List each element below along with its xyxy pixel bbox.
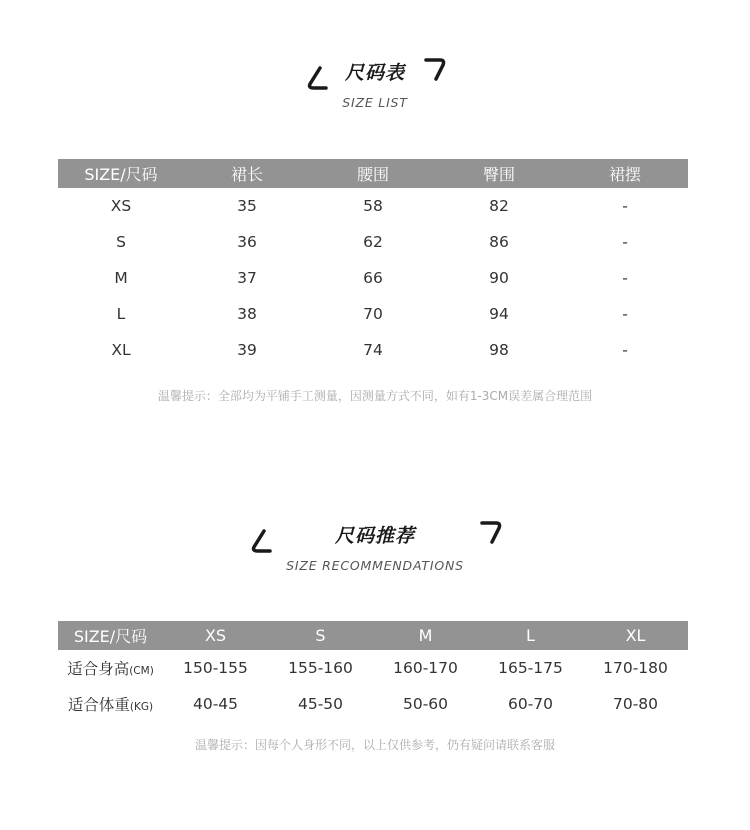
right-bracket-decoration: [424, 56, 448, 82]
header-hem: 裙摆: [608, 165, 641, 184]
header-l: L: [526, 626, 535, 645]
header-xs: XS: [204, 626, 227, 645]
header-waist: 腰围: [356, 165, 389, 184]
table-row: [58, 650, 688, 686]
cell-hem: -: [622, 341, 628, 359]
cell-skirt-length: 35: [237, 197, 257, 215]
cell-weight-xl: 70-80: [612, 695, 659, 713]
weight-label: 适合体重: [67, 696, 130, 714]
table-row: [58, 188, 688, 224]
weight-unit: (KG): [129, 701, 154, 713]
cell-height-s: 155-160: [288, 659, 353, 677]
header-xl: XL: [625, 626, 646, 645]
cell-hip: 82: [489, 197, 509, 215]
header-skirt-length: 裙长: [230, 165, 263, 184]
cell-size: S: [116, 233, 126, 251]
row-label: [58, 650, 163, 686]
height-label: 适合身高: [67, 660, 130, 678]
size-list-header-row: [58, 159, 688, 188]
header-size: SIZE/尺码: [84, 165, 158, 184]
size-list-table: [58, 159, 688, 368]
right-bracket-decoration: [480, 519, 504, 545]
cell-hip: 86: [489, 233, 509, 251]
size-recommendations-table: [58, 621, 688, 722]
size-recommendations-title: 尺码推荐: [334, 525, 415, 547]
cell-skirt-length: 36: [237, 233, 257, 251]
header-size: SIZE/尺码: [73, 627, 148, 646]
header-m: M: [418, 626, 433, 645]
size-recommendations-subtitle: SIZE RECOMMENDATIONS: [286, 558, 464, 573]
row-label: [58, 686, 163, 722]
size-list-subtitle: SIZE LIST: [342, 95, 408, 110]
table-row: [58, 224, 688, 260]
size-list-note: 温馨提示：全部均为平铺手工测量，因测量方式不同，如有1-3CM误差属合理范围: [157, 389, 593, 403]
cell-height-l: 165-175: [498, 659, 563, 677]
cell-height-m: 160-170: [393, 659, 458, 677]
cell-size: L: [116, 305, 126, 323]
table-row: [58, 686, 688, 722]
cell-hip: 98: [489, 341, 509, 359]
height-unit: (CM): [129, 665, 154, 677]
left-bracket-decoration: [250, 529, 272, 555]
table-row: [58, 332, 688, 368]
cell-weight-s: 45-50: [297, 695, 344, 713]
cell-weight-xs: 40-45: [192, 695, 239, 713]
cell-hem: -: [622, 233, 628, 251]
cell-hem: -: [622, 305, 628, 323]
cell-waist: 62: [363, 233, 383, 251]
size-recommendations-heading: [0, 521, 750, 574]
cell-hem: -: [622, 197, 628, 215]
cell-skirt-length: 37: [237, 269, 257, 287]
cell-height-xl: 170-180: [603, 659, 668, 677]
left-bracket-decoration: [306, 66, 328, 92]
size-list-heading: [0, 58, 750, 111]
cell-height-xs: 150-155: [183, 659, 248, 677]
cell-waist: 58: [363, 197, 383, 215]
cell-hip: 90: [489, 269, 509, 287]
cell-size: XL: [111, 341, 131, 359]
table-row: [58, 296, 688, 332]
cell-skirt-length: 38: [237, 305, 257, 323]
cell-size: XS: [110, 197, 132, 215]
header-s: S: [315, 626, 326, 645]
cell-skirt-length: 39: [237, 341, 257, 359]
size-recommendations-note: 温馨提示：因每个人身形不同，以上仅供参考，仍有疑问请联系客服: [194, 738, 555, 752]
header-hip: 臀围: [482, 165, 515, 184]
table-row: [58, 260, 688, 296]
cell-waist: 66: [363, 269, 383, 287]
cell-waist: 70: [363, 305, 383, 323]
cell-weight-m: 50-60: [402, 695, 449, 713]
cell-waist: 74: [363, 341, 383, 359]
recommendations-header-row: [58, 621, 688, 650]
cell-size: M: [114, 269, 128, 287]
size-list-title: 尺码表: [344, 62, 405, 84]
cell-hem: -: [622, 269, 628, 287]
cell-hip: 94: [489, 305, 509, 323]
cell-weight-l: 60-70: [507, 695, 554, 713]
